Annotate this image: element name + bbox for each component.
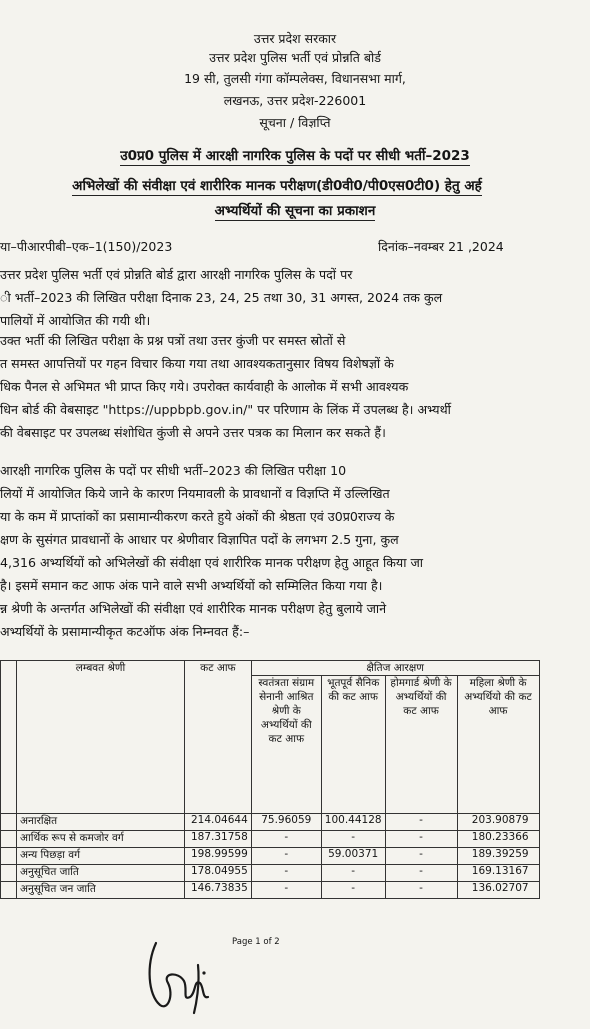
table-row: [1, 865, 540, 882]
notice-title-line-2: अभिलेखों की संवीक्षा एवं शारीरिक मानक परीक्षण(डी0वी0/पी0एस0टी0) हेतु अर्ह: [72, 178, 482, 194]
home-guard-header: होमगार्ड श्रेणी के अभ्यर्थियों की कट आफ: [385, 676, 457, 814]
ex-serviceman-cell: -: [321, 882, 385, 899]
paragraph-1-line: उत्तर प्रदेश पुलिस भर्ती एवं प्रोन्नति बोर्ड द्वारा आरक्षी नागरिक पुलिस के पदों पर: [0, 267, 353, 282]
paragraph-3-line: है। इसमें समान कट आफ अंक पाने वाले सभी अभ्यर्थियों को सम्मिलित किया गया है।: [0, 578, 383, 593]
home-guard-cell: -: [385, 882, 457, 899]
women-cell: 136.02707: [457, 882, 539, 899]
serial-cell: [1, 814, 17, 831]
home-guard-cell: -: [385, 814, 457, 831]
freedom-fighter-header: स्वतंत्रता संग्राम सेनानी आश्रित श्रेणी के अभ्यर्थियों की कट आफ: [251, 676, 321, 814]
govt-name: उत्तर प्रदेश सरकार: [253, 31, 337, 46]
paragraph-3-line: लियों में आयोजित किये जाने के कारण नियमावली के प्रावधानों व विज्ञप्ति में उल्लिखित: [0, 486, 390, 501]
paragraph-3-line: आरक्षी नागरिक पुलिस के पदों पर सीधी भर्ती–2023 की लिखित परीक्षा 10: [0, 463, 347, 478]
paragraph-2-line: उक्त भर्ती की लिखित परीक्षा के प्रश्न पत्रों तथा उत्तर कुंजी पर समस्त स्रोतों से: [0, 333, 346, 348]
women-header: महिला श्रेणी के अभ्यर्थियो की कट आफ: [457, 676, 539, 814]
ex-serviceman-cell: 100.44128: [321, 814, 385, 831]
cutoff-table: [0, 660, 540, 899]
cutoff-cell: 146.73835: [185, 882, 252, 899]
cutoff-header: कट आफ: [185, 661, 252, 814]
ex-serviceman-header: भूतपूर्व सैनिक की कट आफ: [321, 676, 385, 814]
table-row: [1, 848, 540, 865]
officer-signature: [138, 935, 228, 1015]
notice-title-line-3: अभ्यर्थियों की सूचना का प्रकाशन: [214, 203, 376, 219]
board-name: उत्तर प्रदेश पुलिस भर्ती एवं प्रोन्नति बोर्ड: [209, 50, 381, 65]
category-cell: आर्थिक रूप से कमजोर वर्ग: [17, 831, 185, 848]
ex-serviceman-cell: 59.00371: [321, 848, 385, 865]
reference-number: या–पीआरपीबी–एक–1(150)/2023: [0, 239, 173, 254]
freedom-fighter-cell: -: [251, 848, 321, 865]
serial-cell: [1, 865, 17, 882]
board-city: लखनऊ, उत्तर प्रदेश-226001: [223, 93, 367, 108]
horizontal-reservation-header: क्षैतिज आरक्षण: [251, 661, 539, 676]
paragraph-2-line: धिन बोर्ड की वेबसाइट "https://uppbpb.gov.in/" पर परिणाम के लिंक में उपलब्ध है। अभ्यर्थी: [0, 402, 451, 417]
table-row: [1, 814, 540, 831]
paragraph-2-line: त समस्त आपत्तियों पर गहन विचार किया गया तथा आवश्यकतानुसार विषय विशेषज्ञों के: [0, 356, 394, 371]
women-cell: 189.39259: [457, 848, 539, 865]
serial-header: [1, 661, 17, 814]
cutoff-cell: 178.04955: [185, 865, 252, 882]
notice-type: सूचना / विज्ञप्ति: [259, 115, 331, 130]
paragraph-1-line: पालियों में आयोजित की गयी थी।: [0, 313, 151, 328]
serial-cell: [1, 848, 17, 865]
category-cell: अन्य पिछड़ा वर्ग: [17, 848, 185, 865]
home-guard-cell: -: [385, 865, 457, 882]
serial-cell: [1, 882, 17, 899]
category-header: लम्बवत श्रेणी: [17, 661, 185, 814]
freedom-fighter-cell: 75.96059: [251, 814, 321, 831]
cutoff-cell: 187.31758: [185, 831, 252, 848]
cutoff-cell: 198.99599: [185, 848, 252, 865]
women-cell: 180.23366: [457, 831, 539, 848]
freedom-fighter-cell: -: [251, 882, 321, 899]
women-cell: 203.90879: [457, 814, 539, 831]
freedom-fighter-cell: -: [251, 865, 321, 882]
cutoff-cell: 214.04644: [185, 814, 252, 831]
home-guard-cell: -: [385, 848, 457, 865]
paragraph-3-line: 4,316 अभ्यर्थियों को अभिलेखों की संवीक्षा एवं शारीरिक मानक परीक्षण हेतु आहूत किया जा: [0, 555, 424, 570]
notice-title-line-1: उ0प्र0 पुलिस में आरक्षी नागरिक पुलिस के पदों पर सीधी भर्ती–2023: [120, 148, 470, 164]
paragraph-3-line: क्षण के सुसंगत प्रावधानों के आधार पर श्रेणीवार विज्ञापित पदों के लगभग 2.5 गुना, कुल: [0, 532, 399, 547]
page-number: Page 1 of 2: [232, 937, 280, 947]
category-cell: अनारक्षित: [17, 814, 185, 831]
paragraph-2-line: धिक पैनल से अभिमत भी प्राप्त किए गये। उपरोक्त कार्यवाही के आलोक में सभी आवश्यक: [0, 379, 409, 394]
paragraph-1-line: ी भर्ती–2023 की लिखित परीक्षा दिनाक 23, 24, 25 तथा 30, 31 अगस्त, 2024 तक कुल: [0, 290, 443, 305]
category-cell: अनुसूचित जन जाति: [17, 882, 185, 899]
paragraph-3-line: न्न श्रेणी के अन्तर्गत अभिलेखों की संवीक्षा एवं शारीरिक मानक परीक्षण हेतु बुलाये जाने: [0, 601, 387, 616]
notice-date: दिनांक–नवम्बर 21 ,2024: [378, 239, 504, 254]
table-row: [1, 882, 540, 899]
women-cell: 169.13167: [457, 865, 539, 882]
category-cell: अनुसूचित जाति: [17, 865, 185, 882]
board-address: 19 सी, तुलसी गंगा कॉम्पलेक्स, विधानसभा मार्ग,: [184, 71, 406, 86]
home-guard-cell: -: [385, 831, 457, 848]
paragraph-3-line: अभ्यर्थियों के प्रसामान्यीकृत कटऑफ अंक निम्नवत हैं:–: [0, 624, 250, 639]
table-row: [1, 831, 540, 848]
ex-serviceman-cell: -: [321, 831, 385, 848]
paragraph-3-line: या के कम में प्राप्तांकों का प्रसामान्यीकरण करते हुये अंकों की श्रेष्ठता एवं उ0प्र0राज्य के: [0, 509, 395, 524]
freedom-fighter-cell: -: [251, 831, 321, 848]
paragraph-2-line: की वेबसाइट पर उपलब्ध संशोधित कुंजी से अपने उत्तर पत्रक का मिलान कर सकते हैं।: [0, 425, 386, 440]
ex-serviceman-cell: -: [321, 865, 385, 882]
serial-cell: [1, 831, 17, 848]
